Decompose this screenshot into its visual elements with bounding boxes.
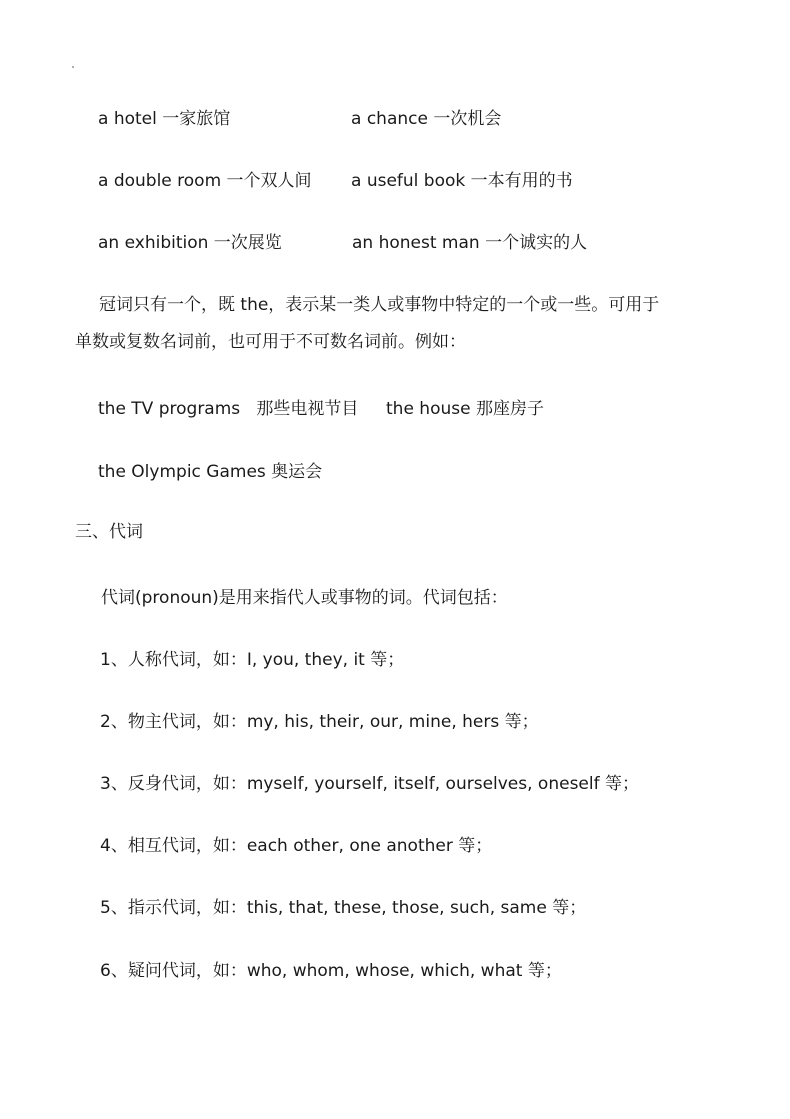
pronoun-intro: 代词(pronoun)是用来指代人或事物的词。代词包括： [101,588,508,608]
example-a-chance: a chance 一次机会 [351,109,502,129]
example-the-olympic-games: the Olympic Games 奥运会 [98,462,323,482]
section-heading: 三、代词 [75,522,143,542]
paragraph-line-2: 单数或复数名词前，也可用于不可数名词前。例如： [75,332,466,352]
list-item: 5、指示代词，如：this, that, these, those, such, same 等； [100,898,587,918]
example-the-house: the house 那座房子 [386,399,544,419]
list-item: 6、疑问代词，如：who, whom, whose, which, what 等； [100,961,562,981]
paragraph-line-1: 冠词只有一个，既 the，表示某一类人或事物中特定的一个或一些。可用于 [99,295,660,315]
definite-article-paragraph [75,294,715,353]
example-an-exhibition: an exhibition 一次展览 [98,233,282,253]
list-item: 4、相互代词，如：each other, one another 等； [100,836,493,856]
list-item: 1、人称代词，如：I, you, they, it 等； [100,650,405,670]
example-the-tv-programs: the TV programs 那些电视节目 [98,399,359,419]
list-item: 2、物主代词，如：my, his, their, our, mine, hers 等； [100,712,539,732]
example-an-honest-man: an honest man 一个诚实的人 [352,233,588,253]
page-mark [72,66,74,68]
example-a-hotel: a hotel 一家旅馆 [98,109,231,129]
example-a-double-room: a double room 一个双人间 [98,171,312,191]
example-a-useful-book: a useful book 一本有用的书 [351,171,573,191]
list-item: 3、反身代词，如：myself, yourself, itself, ourselves, oneself 等； [100,774,639,794]
